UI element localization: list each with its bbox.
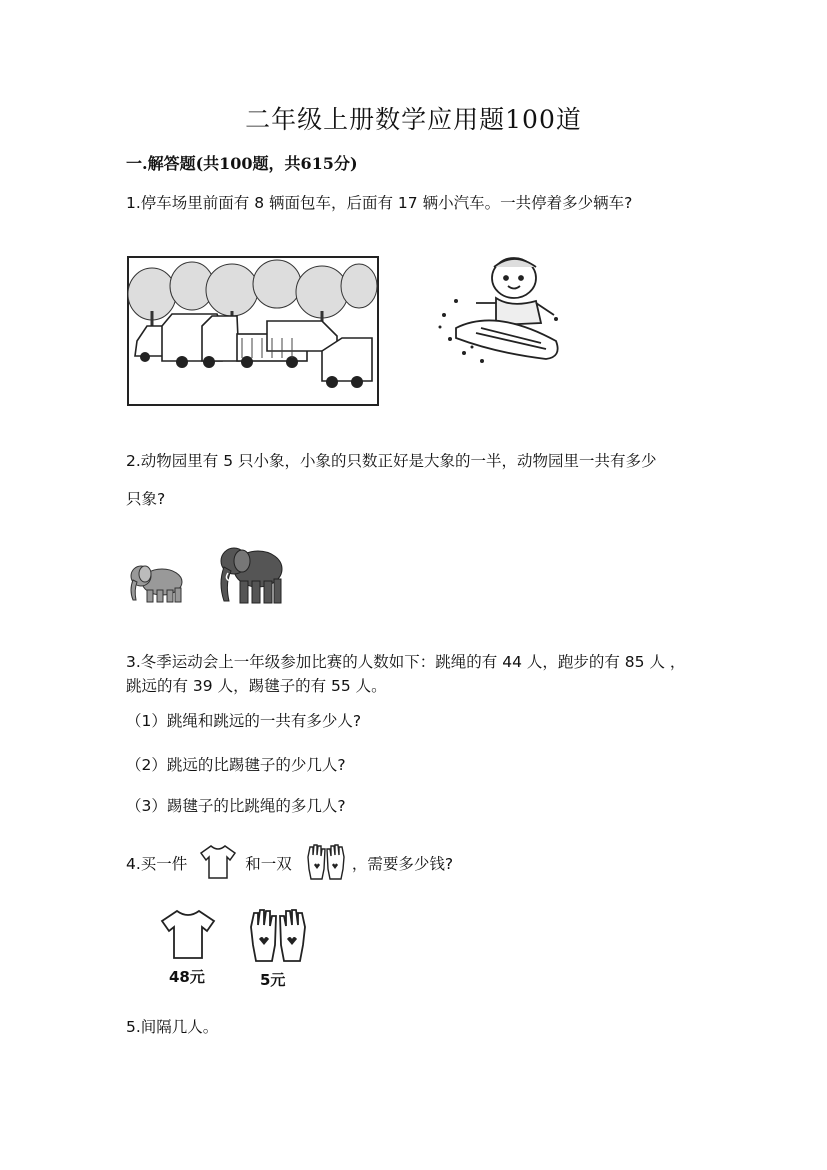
question-4-text-part3: ，需要多少钱? (351, 855, 454, 873)
small-elephant-illustration (127, 560, 185, 606)
tshirt-icon (199, 844, 237, 885)
question-3-sub-2: （2）跳远的比踢毽子的少几人? (126, 756, 346, 774)
shirt-price: 48元 (169, 968, 205, 986)
question-2-text-line2: 只象? (126, 490, 166, 508)
gloves-icon (306, 843, 346, 886)
snowboarding-cat-illustration (436, 253, 568, 375)
shirt-icon (159, 908, 217, 960)
question-3-text: 3.冬季运动会上一年级参加比赛的人数如下：跳绳的有 44 人，跑步的有 85 人 ，跳远的有 39 人，踢毽子的有 55 人。 (126, 653, 686, 695)
question-3-sub-3: （3）踢毽子的比跳绳的多几人? (126, 797, 346, 815)
gloves-price: 5元 (260, 971, 286, 989)
question-5-text: 5.间隔几人。 (126, 1018, 219, 1036)
question-4-text-part2: 和一双 (245, 855, 292, 873)
shirt-price-tag (159, 908, 217, 986)
question-4-text-part1: 4.买一件 (126, 855, 188, 873)
question-2-text-line1: 2.动物园里有 5 只小象，小象的只数正好是大象的一半，动物园里一共有多少 (126, 452, 657, 470)
gloves-price-tag (248, 907, 308, 989)
section-heading: 一.解答题(共100题，共615分) (126, 154, 358, 173)
big-elephant-illustration (218, 543, 284, 607)
page-title: 二年级上册数学应用题100道 (245, 105, 582, 134)
parking-lot-illustration (127, 256, 381, 408)
question-3-sub-1: （1）跳绳和跳远的一共有多少人? (126, 712, 362, 730)
question-1-text: 1.停车场里前面有 8 辆面包车，后面有 17 辆小汽车。一共停着多少辆车? (126, 194, 633, 212)
gloves-large-icon (248, 907, 308, 963)
question-4-line (126, 843, 453, 886)
